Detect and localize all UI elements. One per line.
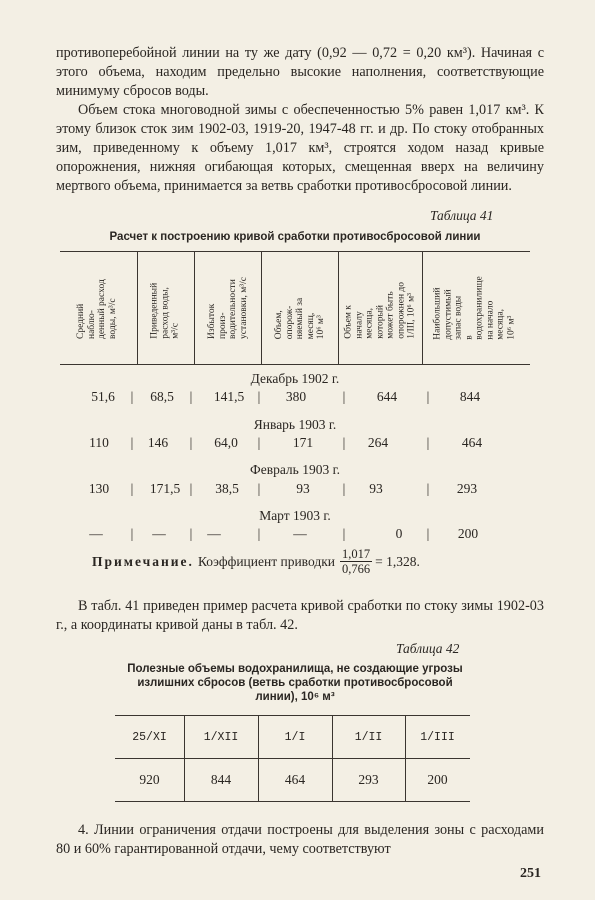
paragraph-4 bbox=[56, 821, 544, 859]
table-41-header-monthly-volume: Объем, опорож- няемый за месяц, 10⁶ м³ bbox=[273, 297, 326, 339]
paragraph-1 bbox=[56, 44, 544, 101]
table-cell: 464 bbox=[284, 772, 306, 787]
table-cell: 844 bbox=[459, 389, 481, 404]
fraction-denominator: 0,766 bbox=[341, 562, 371, 576]
table-41-label: Таблица 41 bbox=[430, 208, 494, 223]
table-41-header-rule bbox=[60, 364, 530, 365]
table-42-label: Таблица 42 bbox=[396, 641, 460, 656]
paragraph-2 bbox=[56, 101, 544, 196]
note-text: Коэффициент приводки bbox=[197, 553, 335, 569]
note-result: = 1,328. bbox=[375, 553, 420, 569]
table-cell: 110 bbox=[89, 435, 109, 450]
paragraph-1-text: противоперебойной линии на ту же дату (0,92 — 0,72 = 0,20 км³). Начиная с этого объема, находим предельно высокие наполнения, соответствующие минимуму сбросов воды. bbox=[56, 45, 544, 99]
table-cell: 93 bbox=[369, 481, 383, 496]
table-cell: 200 bbox=[457, 526, 479, 541]
table-41-month: Январь 1903 г. bbox=[253, 417, 337, 432]
table-41-header-observed-flow: Средний наблю- денный расход воды, м³/с bbox=[76, 279, 118, 339]
table-42-bottom-rule bbox=[115, 801, 470, 802]
table-cell: 68,5 bbox=[150, 389, 174, 404]
table-cell: — bbox=[89, 526, 103, 541]
table-42-top-rule bbox=[115, 715, 470, 716]
table-42-col-divider bbox=[258, 715, 259, 801]
table-42-col-divider bbox=[332, 715, 333, 801]
table-cell: 293 bbox=[456, 481, 478, 496]
note-fraction bbox=[340, 547, 372, 576]
table-cell: — bbox=[152, 526, 166, 541]
table-cell: 141,5 bbox=[213, 389, 245, 404]
paragraph-3-text: В табл. 41 приведен пример расчета кривой сработки по стоку зимы 1902-03 г., а координаты кривой даны в табл. 42. bbox=[56, 598, 544, 633]
table-42-header: 1/XII bbox=[203, 731, 239, 744]
table-41-note bbox=[92, 547, 420, 576]
table-cell: 200 bbox=[427, 772, 448, 787]
table-cell: 644 bbox=[376, 389, 398, 404]
table-41-header-reduced-flow: Приведенный расход воды, м³/с bbox=[149, 283, 181, 339]
table-41-col-divider bbox=[261, 251, 262, 364]
book-page: противоперебойной линии на ту же дату (0,92 — 0,72 = 0,20 км³). Начиная с этого объема, находим предельно высокие наполнения, соответствующие минимуму сбросов воды. Объем стока многоводной зимы с обеспеченностью 5% равен 1,017 км³. К этому близок сток зим 1902-03, 1919-20, 1947-48 гг. и др. По стоку отобранных зим, приведенному к объему 1,017 км³, строятся ходом назад кривые опорожнения, нижняя огибающая которых, смещенная вверх на величину мертвого объема, принимается за ветвь сработки противосбросовой линии. Таблица 41 Расчет к построению кривой сработки противосбросовой линии Средний наблю- денный расход воды, м³/с Приведенный расход воды, м³/с Избыток произ- водительности установки, м³/с Объем, опорож- няемый за месяц, 10⁶ м³ Объем к началу месяца, который может быть опорожнен до 1/III, 10⁶ м³ Наибольший допустимый запас воды в водохранилище на начало месяца, 10⁶ м³ Декабрь 1902 г. Январь 1903 г. Февраль 1903 г. Март 1903 г. 51,6 68,5 141,5 380 644 844 110 146 64,0 171 264 464 130 171,5 38,5 93 93 293 — — — — 0 200 | | | | | | | | | | | | | | | | | | | | Примечание. Коэффициент приводки $\frac{1,017}{0,766}$ = 1,328. В табл. 41 приведен пример расчета кривой сработки по стоку зимы 1902-03 г., а координаты кривой даны в табл. 42. Таблица 42 Полезные объемы водохранилища, не создающие угрозы излишних сбросов (ветвь сработки противосбросовой линии), 10⁶ м³ 25/XI 1/XII 1/I 1/II 1/III 920 844 464 293 200 4. Линии ограничения отдачи построены для выделения зоны с расходами 80 и 60% гарантированной отдачи, чему соответствуют 251 bbox=[56, 45, 544, 881]
table-41-col-divider bbox=[422, 251, 423, 364]
table-cell: 293 bbox=[358, 772, 379, 787]
fraction-numerator: 1,017 bbox=[341, 547, 371, 561]
table-42-col-divider bbox=[184, 715, 185, 801]
table-cell: 171,5 bbox=[149, 481, 181, 496]
table-cell: 64,0 bbox=[214, 435, 238, 450]
paragraph-3 bbox=[56, 597, 544, 635]
table-41-header-max-storage: Наибольший допустимый запас воды в водохранилище на начало месяца, 10⁶ м³ bbox=[433, 276, 517, 340]
table-cell: — bbox=[293, 526, 307, 541]
page-number: 251 bbox=[520, 866, 541, 881]
table-41-header-capacity-excess: Избыток произ- водительности установки, м³/с bbox=[207, 277, 249, 339]
table-42-col-divider bbox=[405, 715, 406, 801]
table-41-header-start-volume: Объем к началу месяца, который может быть опорожнен до 1/III, 10⁶ м³ bbox=[343, 282, 417, 339]
table-cell: 171 bbox=[292, 435, 314, 450]
table-cell: 130 bbox=[88, 481, 110, 496]
table-cell: — bbox=[207, 526, 221, 541]
table-cell: 464 bbox=[461, 435, 483, 450]
table-42-header: 1/III bbox=[420, 731, 455, 744]
table-cell: 0 bbox=[395, 526, 403, 541]
table-41-col-divider bbox=[338, 251, 339, 364]
table-42-header: 1/I bbox=[284, 731, 306, 744]
table-cell: 264 bbox=[367, 435, 389, 450]
table-42-title: Полезные объемы водохранилища, не создающие угрозы излишних сбросов (ветвь сработки противосбросовой линии), 10⁶ м³ bbox=[127, 663, 463, 703]
note-label: Примечание. bbox=[92, 553, 194, 569]
table-cell: 38,5 bbox=[215, 481, 239, 496]
table-41-month: Март 1903 г. bbox=[259, 508, 331, 523]
table-41-month: Декабрь 1902 г. bbox=[250, 371, 340, 386]
table-cell: 51,6 bbox=[91, 389, 115, 404]
paragraph-2-text: Объем стока многоводной зимы с обеспеченностью 5% равен 1,017 км³. К этому близок сток зим 1902-03, 1919-20, 1947-48 гг. и др. По стоку отобранных зим, приведенному к объему 1,017 км³, строятся ходом назад кривые опорожнения, нижняя огибающая которых, смещенная вверх на величину мертвого объема, принимается за ветвь сработки противосбросовой линии. bbox=[56, 102, 544, 194]
paragraph-4-text: 4. Линии ограничения отдачи построены для выделения зоны с расходами 80 и 60% гарантированной отдачи, чему соответствуют bbox=[56, 822, 544, 857]
table-42-header: 1/II bbox=[354, 731, 383, 744]
table-41-title: Расчет к построению кривой сработки противосбросовой линии bbox=[109, 231, 481, 243]
table-cell: 844 bbox=[210, 772, 232, 787]
table-42-header-rule bbox=[115, 758, 470, 759]
table-41-month: Февраль 1903 г. bbox=[250, 462, 340, 477]
table-cell: 93 bbox=[296, 481, 310, 496]
table-cell: 146 bbox=[147, 435, 169, 450]
table-cell: 380 bbox=[285, 389, 307, 404]
table-42-header: 25/XI bbox=[132, 731, 167, 744]
table-cell: 920 bbox=[139, 772, 160, 787]
